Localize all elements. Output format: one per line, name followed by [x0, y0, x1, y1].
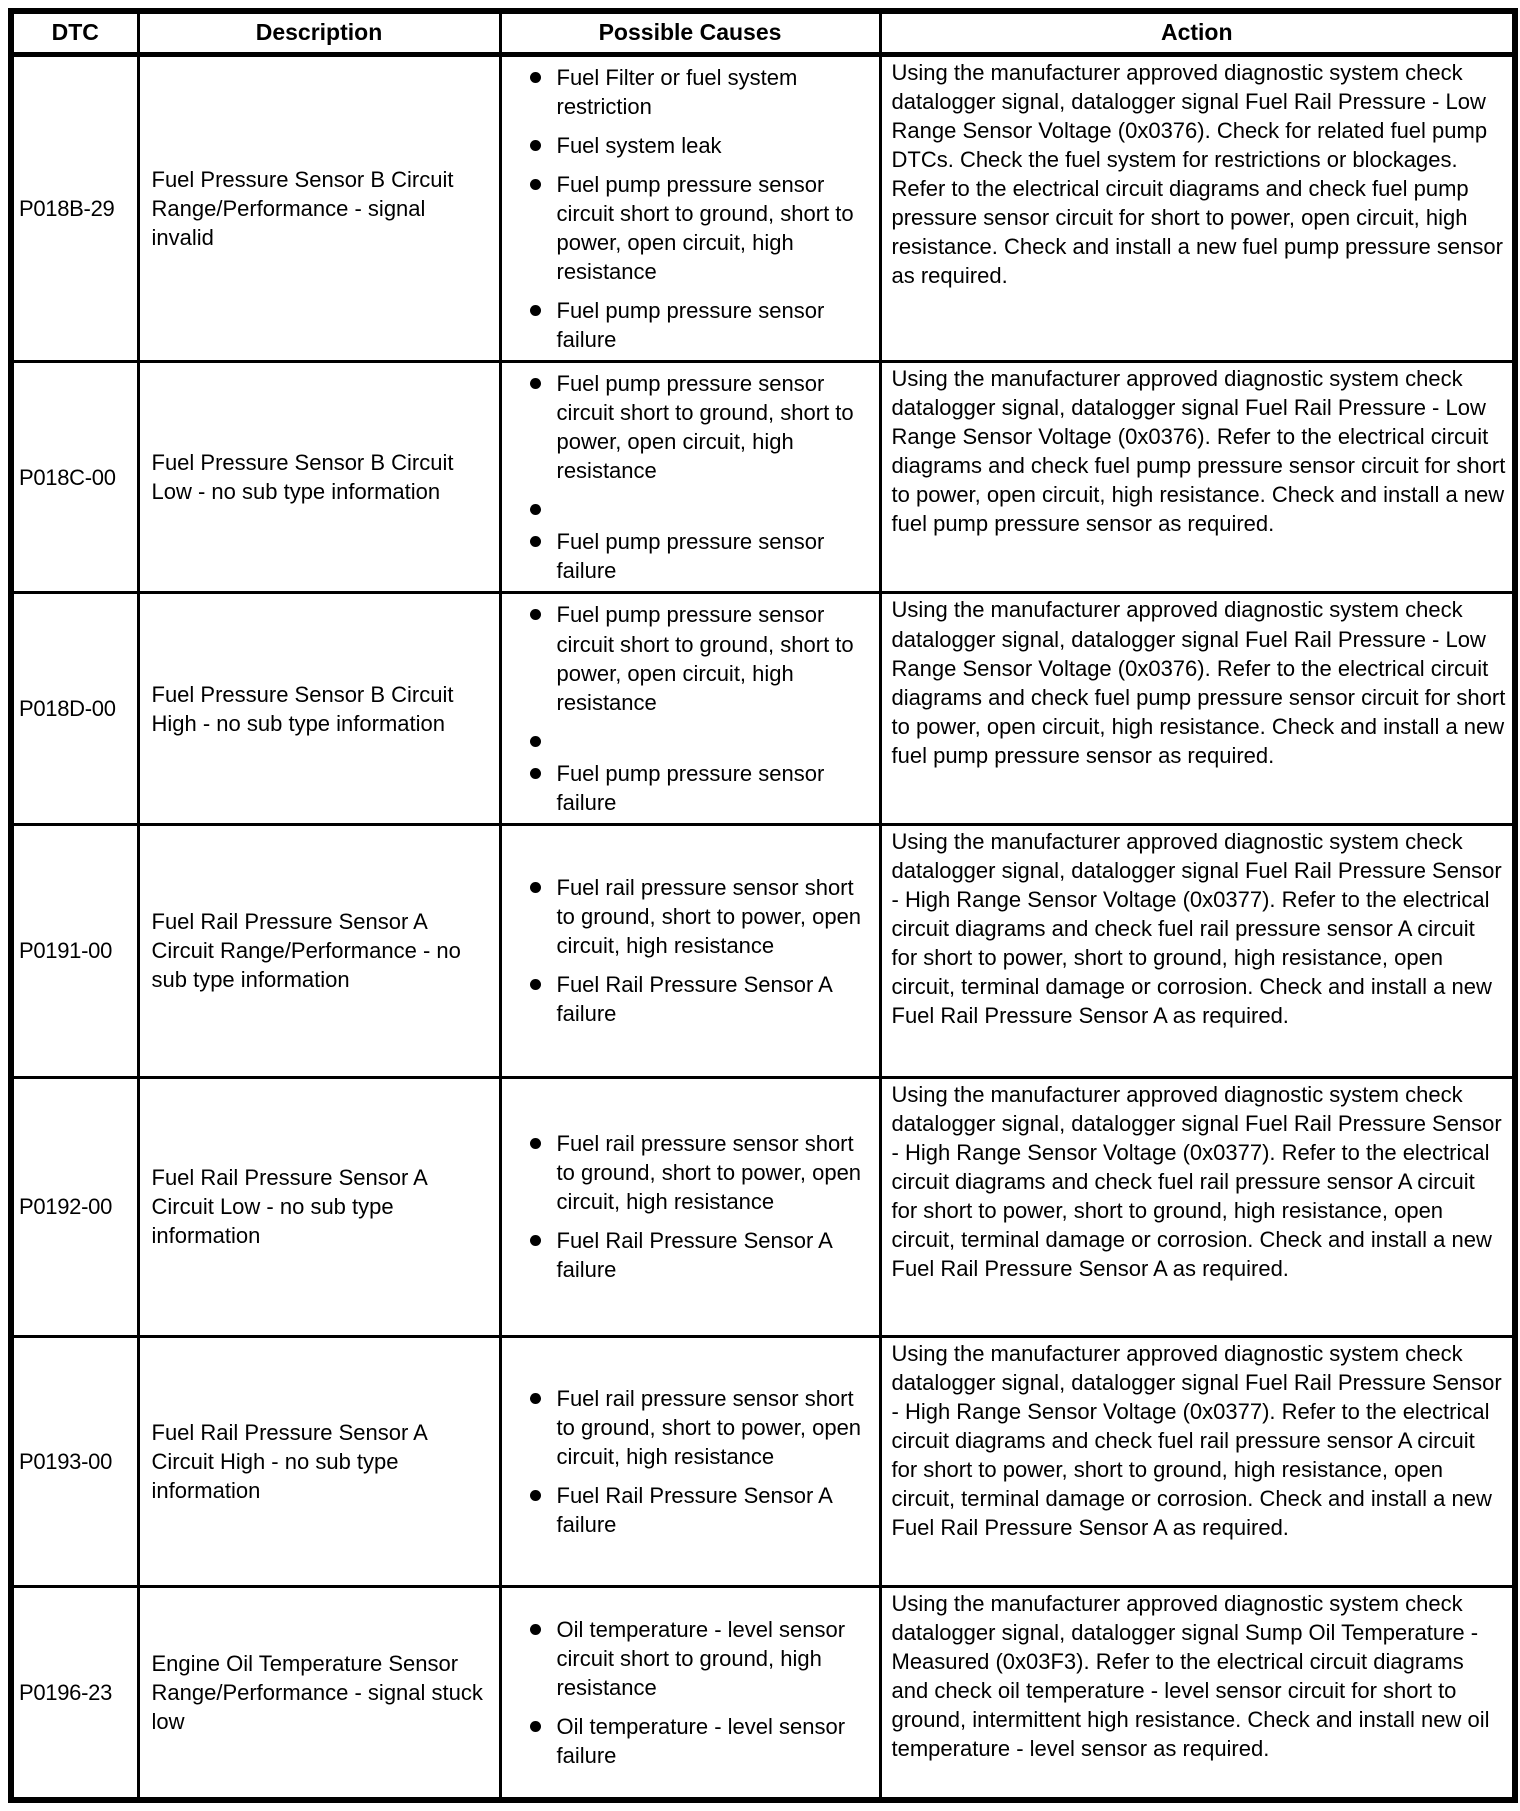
cause-item	[526, 495, 875, 517]
dtc-code-cell: P018D-00	[11, 593, 138, 824]
bullet-icon	[530, 1490, 541, 1501]
bullet-icon	[530, 179, 541, 190]
cause-text: Fuel Filter or fuel system restriction	[556, 65, 798, 120]
action-cell: Using the manufacturer approved diagnostic system check datalogger signal, datalogger signal Fuel Rail Pressure Sensor - High Range Sensor Voltage (0x0377). Refer to the electrical circuit diagrams and check fuel rail pressure sensor A circuit for short to power, short to ground, high resistance, open circuit, terminal damage or corrosion. Check and install a new Fuel Rail Pressure Sensor A as required.	[880, 824, 1515, 1077]
cause-text: Fuel Rail Pressure Sensor A failure	[556, 1482, 832, 1537]
bullet-icon	[530, 768, 541, 779]
cause-item	[526, 1129, 875, 1216]
cause-text: Fuel pump pressure sensor failure	[556, 529, 825, 584]
cause-text: Fuel rail pressure sensor short to ground, short to power, open circuit, high resistance	[556, 1131, 862, 1215]
cause-text: Fuel pump pressure sensor failure	[556, 298, 825, 353]
causes-list	[502, 600, 875, 816]
cause-item	[526, 873, 875, 960]
action-cell: Using the manufacturer approved diagnostic system check datalogger signal, datalogger signal Fuel Rail Pressure - Low Range Sensor Voltage (0x0376). Refer to the electrical circuit diagrams and check fuel pump pressure sensor circuit for short to power, open circuit, high resistance. Check and install a new fuel pump pressure sensor as required.	[880, 362, 1515, 593]
cause-item	[526, 600, 875, 716]
bullet-icon	[530, 609, 541, 620]
dtc-code-cell: P018B-29	[11, 55, 138, 362]
dtc-table	[8, 8, 1518, 1803]
action-cell: Using the manufacturer approved diagnostic system check datalogger signal, datalogger signal Fuel Rail Pressure Sensor - High Range Sensor Voltage (0x0377). Refer to the electrical circuit diagrams and check fuel rail pressure sensor A circuit for short to power, short to ground, high resistance, open circuit, terminal damage or corrosion. Check and install a new Fuel Rail Pressure Sensor A as required.	[880, 1077, 1515, 1336]
header-row	[11, 11, 1515, 55]
cause-text: Fuel pump pressure sensor failure	[556, 760, 825, 815]
header-possible-causes: Possible Causes	[500, 11, 880, 55]
description-cell: Fuel Rail Pressure Sensor A Circuit Low - no sub type information	[138, 1077, 500, 1336]
action-cell: Using the manufacturer approved diagnostic system check datalogger signal, datalogger signal Fuel Rail Pressure Sensor - High Range Sensor Voltage (0x0377). Refer to the electrical circuit diagrams and check fuel rail pressure sensor A circuit for short to power, short to ground, high resistance, open circuit, terminal damage or corrosion. Check and install a new Fuel Rail Pressure Sensor A as required.	[880, 1336, 1515, 1586]
possible-causes-cell	[500, 593, 880, 824]
cause-item	[526, 369, 875, 485]
cause-text: Oil temperature - level sensor failure	[556, 1713, 846, 1768]
dtc-code-cell: P0191-00	[11, 824, 138, 1077]
cause-item	[526, 1712, 875, 1770]
bullet-icon	[530, 1721, 541, 1732]
table-row	[11, 1336, 1515, 1586]
dtc-code-cell: P0196-23	[11, 1586, 138, 1800]
dtc-table-body	[11, 55, 1515, 1801]
cause-item	[526, 727, 875, 749]
cause-text: Fuel Rail Pressure Sensor A failure	[556, 972, 832, 1027]
cause-item	[526, 527, 875, 585]
causes-list	[502, 1384, 875, 1539]
bullet-icon	[530, 882, 541, 893]
description-cell: Fuel Rail Pressure Sensor A Circuit High - no sub type information	[138, 1336, 500, 1586]
possible-causes-cell	[500, 824, 880, 1077]
bullet-icon	[530, 1393, 541, 1404]
cause-item	[526, 1615, 875, 1702]
header-action: Action	[880, 11, 1515, 55]
cause-item	[526, 1481, 875, 1539]
cause-text: Fuel system leak	[556, 133, 722, 159]
action-cell: Using the manufacturer approved diagnostic system check datalogger signal, datalogger signal Sump Oil Temperature - Measured (0x03F3). Refer to the electrical circuit diagrams and check oil temperature - level sensor circuit for short to ground, intermittent high resistance. Check and install new oil temperature - level sensor as required.	[880, 1586, 1515, 1800]
causes-list	[502, 1615, 875, 1770]
dtc-code-cell: P0192-00	[11, 1077, 138, 1336]
cause-text: Fuel pump pressure sensor circuit short to ground, short to power, open circuit, high resistance	[556, 371, 854, 484]
bullet-icon	[530, 1235, 541, 1246]
description-cell: Fuel Pressure Sensor B Circuit Range/Performance - signal invalid	[138, 55, 500, 362]
action-cell: Using the manufacturer approved diagnostic system check datalogger signal, datalogger signal Fuel Rail Pressure - Low Range Sensor Voltage (0x0376). Check for related fuel pump DTCs. Check the fuel system for restrictions or blockages. Refer to the electrical circuit diagrams and check fuel pump pressure sensor circuit for short to power, open circuit, high resistance. Check and install a new fuel pump pressure sensor as required.	[880, 55, 1515, 362]
bullet-icon	[530, 736, 541, 747]
bullet-icon	[530, 1624, 541, 1635]
cause-text: Oil temperature - level sensor circuit short to ground, high resistance	[556, 1616, 846, 1700]
possible-causes-cell	[500, 55, 880, 362]
description-cell: Fuel Pressure Sensor B Circuit Low - no sub type information	[138, 362, 500, 593]
bullet-icon	[530, 536, 541, 547]
causes-list	[502, 369, 875, 585]
bullet-icon	[530, 979, 541, 990]
table-row	[11, 824, 1515, 1077]
cause-text: Fuel pump pressure sensor circuit short to ground, short to power, open circuit, high resistance	[556, 172, 854, 285]
bullet-icon	[530, 504, 541, 515]
table-row	[11, 593, 1515, 824]
causes-list	[502, 63, 875, 354]
possible-causes-cell	[500, 1336, 880, 1586]
causes-list	[502, 1129, 875, 1284]
cause-item	[526, 170, 875, 286]
dtc-code-cell: P0193-00	[11, 1336, 138, 1586]
cause-text: Fuel rail pressure sensor short to ground, short to power, open circuit, high resistance	[556, 875, 862, 959]
cause-item	[526, 1226, 875, 1284]
dtc-table-header	[11, 11, 1515, 55]
cause-text: Fuel Rail Pressure Sensor A failure	[556, 1228, 832, 1283]
table-row	[11, 1077, 1515, 1336]
cause-item	[526, 1384, 875, 1471]
cause-text: Fuel pump pressure sensor circuit short to ground, short to power, open circuit, high resistance	[556, 602, 854, 715]
bullet-icon	[530, 1138, 541, 1149]
bullet-icon	[530, 305, 541, 316]
bullet-icon	[530, 140, 541, 151]
action-cell: Using the manufacturer approved diagnostic system check datalogger signal, datalogger signal Fuel Rail Pressure - Low Range Sensor Voltage (0x0376). Refer to the electrical circuit diagrams and check fuel pump pressure sensor circuit for short to power, open circuit, high resistance. Check and install a new fuel pump pressure sensor as required.	[880, 593, 1515, 824]
cause-item	[526, 759, 875, 817]
bullet-icon	[530, 72, 541, 83]
description-cell: Fuel Pressure Sensor B Circuit High - no sub type information	[138, 593, 500, 824]
possible-causes-cell	[500, 362, 880, 593]
cause-text: Fuel rail pressure sensor short to ground, short to power, open circuit, high resistance	[556, 1385, 862, 1469]
table-row	[11, 362, 1515, 593]
header-dtc: DTC	[11, 11, 138, 55]
description-cell: Engine Oil Temperature Sensor Range/Performance - signal stuck low	[138, 1586, 500, 1800]
bullet-icon	[530, 378, 541, 389]
description-cell: Fuel Rail Pressure Sensor A Circuit Range/Performance - no sub type information	[138, 824, 500, 1077]
cause-item	[526, 296, 875, 354]
cause-item	[526, 63, 875, 121]
table-row	[11, 1586, 1515, 1800]
header-description: Description	[138, 11, 500, 55]
dtc-code-cell: P018C-00	[11, 362, 138, 593]
causes-list	[502, 873, 875, 1028]
possible-causes-cell	[500, 1586, 880, 1800]
cause-item	[526, 131, 875, 160]
table-row	[11, 55, 1515, 362]
possible-causes-cell	[500, 1077, 880, 1336]
cause-item	[526, 970, 875, 1028]
